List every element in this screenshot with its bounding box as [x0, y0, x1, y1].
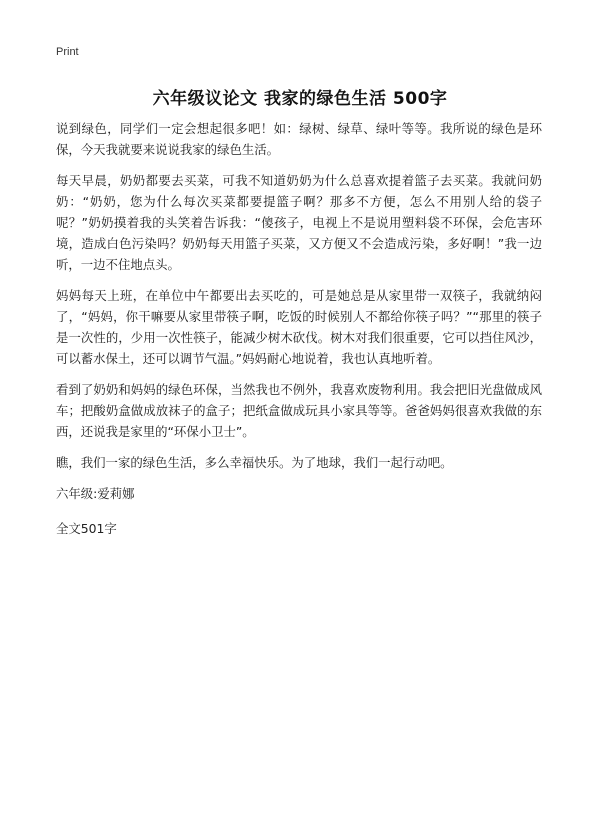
paragraph: 每天早晨，奶奶都要去买菜，可我不知道奶奶为什么总喜欢提着篮子去买菜。我就问奶奶：“奶奶，您为什么每次买菜都要提篮子啊？那多不方便，怎么不用别人给的袋子呢？”奶奶摸着我的头笑着告诉我：“傻孩子，电视上不是说用塑料袋不环保，会危害环境，造成白色污染吗？奶奶每天用篮子买菜，又方便又不会造成污染，多好啊！”我一边听，一边不住地点头。: [56, 173, 542, 272]
paragraph: 瞧，我们一家的绿色生活，多么幸福快乐。为了地球，我们一起行动吧。: [56, 455, 453, 470]
word-count: 全文501字: [56, 521, 117, 536]
print-link[interactable]: Print: [56, 46, 79, 58]
author-line: 六年级:爱莉娜: [56, 486, 135, 501]
article-body: [56, 118, 542, 539]
page-title: 六年级议论文 我家的绿色生活 500字: [152, 89, 448, 109]
paragraph: 看到了奶奶和妈妈的绿色环保，当然我也不例外，我喜欢废物利用。我会把旧光盘做成风车；把酸奶盒做成放袜子的盒子；把纸盒做成玩具小家具等等。爸爸妈妈很喜欢我做的东西，还说我是家里的“环保小卫士”。: [56, 382, 542, 439]
paragraph: 说到绿色，同学们一定会想起很多吧！如：绿树、绿草、绿叶等等。我所说的绿色是环保，今天我就要来说说我家的绿色生活。: [56, 121, 542, 157]
paragraph: 妈妈每天上班，在单位中午都要出去买吃的，可是她总是从家里带一双筷子，我就纳闷了，“妈妈，你干嘛要从家里带筷子啊，吃饭的时候别人不都给你筷子吗？”“那里的筷子是一次性的，少用一次性筷子，能减少树木砍伐。树木对我们很重要，它可以挡住风沙，可以蓄水保土，还可以调节气温。”妈妈耐心地说着，我也认真地听着。: [56, 288, 542, 366]
